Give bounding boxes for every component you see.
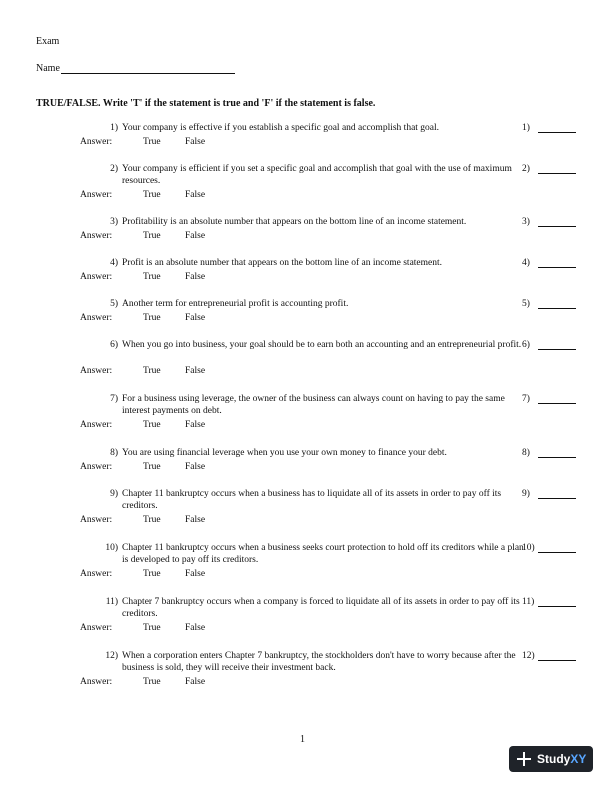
question-number: 6) (110, 340, 118, 350)
question-number: 10) (105, 543, 118, 553)
question-text: When a corporation enters Chapter 7 bankruptcy, the stockholders don't have to worry because after the business is sold, they will receive their investment back. (122, 651, 516, 673)
question-text: Your company is effective if you establish a specific goal and accomplish that goal. (122, 123, 440, 133)
question-text: Chapter 11 bankruptcy occurs when a business seeks court protection to hold off its creditors while a plan is developed to pay off its creditors. (122, 543, 524, 565)
name-label: Name (36, 63, 60, 74)
answer-blank[interactable] (538, 349, 576, 350)
brand-main: Study (537, 752, 571, 766)
answer-label: Answer: (80, 420, 113, 430)
answer-row (80, 189, 380, 201)
question-text: You are using financial leverage when you use your own money to finance your debt. (122, 448, 447, 458)
answer-label: Answer: (80, 137, 113, 147)
true-option[interactable]: True (143, 623, 161, 633)
answer-row (80, 622, 380, 634)
answer-label: Answer: (80, 231, 113, 241)
answer-label: Answer: (80, 515, 113, 525)
question-text: Profitability is an absolute number that appears on the bottom line of an income statement. (122, 217, 467, 227)
answer-row (80, 271, 380, 283)
answer-blank[interactable] (538, 606, 576, 607)
answer-number: 7) (522, 394, 530, 404)
false-option[interactable]: False (185, 313, 206, 323)
name-field (36, 63, 235, 74)
question-number: 4) (110, 258, 118, 268)
question-text: Another term for entrepreneurial profit is accounting profit. (122, 299, 349, 309)
true-option[interactable]: True (143, 272, 161, 282)
false-option[interactable]: False (185, 420, 206, 430)
false-option[interactable]: False (185, 623, 206, 633)
question-text: When you go into business, your goal should be to earn both an accounting and an entrepreneurial profit. (122, 340, 522, 350)
answer-label: Answer: (80, 366, 113, 376)
question-number: 2) (110, 164, 118, 174)
answer-row (80, 312, 380, 324)
answer-number: 11) (522, 597, 535, 607)
answer-label: Answer: (80, 462, 113, 472)
question-text: Your company is efficient if you set a specific goal and accomplish that goal with the use of maximum resources. (122, 164, 512, 186)
name-line[interactable] (61, 64, 235, 74)
question-number: 1) (110, 123, 118, 133)
question-number: 11) (105, 597, 118, 607)
true-option[interactable]: True (143, 569, 161, 579)
false-option[interactable]: False (185, 366, 206, 376)
false-option[interactable]: False (185, 190, 206, 200)
question-number: 3) (110, 217, 118, 227)
answer-row (80, 676, 380, 688)
answer-number: 5) (522, 299, 530, 309)
answer-number: 10) (522, 543, 535, 553)
true-option[interactable]: True (143, 137, 161, 147)
false-option[interactable]: False (185, 231, 206, 241)
question-number: 8) (110, 448, 118, 458)
answer-row (80, 419, 380, 431)
answer-blank[interactable] (538, 173, 576, 174)
answer-number: 2) (522, 164, 530, 174)
true-option[interactable]: True (143, 231, 161, 241)
instructions: TRUE/FALSE. Write 'T' if the statement is true and 'F' if the statement is false. (36, 98, 376, 109)
studyxy-badge[interactable] (509, 746, 593, 772)
false-option[interactable]: False (185, 137, 206, 147)
question-number: 9) (110, 489, 118, 499)
answer-number: 1) (522, 123, 530, 133)
answer-number: 8) (522, 448, 530, 458)
answer-blank[interactable] (538, 403, 576, 404)
true-option[interactable]: True (143, 515, 161, 525)
answer-blank[interactable] (538, 226, 576, 227)
false-option[interactable]: False (185, 462, 206, 472)
question-number: 12) (105, 651, 118, 661)
question-number: 5) (110, 299, 118, 309)
true-option[interactable]: True (143, 462, 161, 472)
answer-row (80, 514, 380, 526)
answer-number: 4) (522, 258, 530, 268)
question-text: For a business using leverage, the owner of the business can always count on having to pay the same interest payments on debt. (122, 394, 505, 416)
answer-blank[interactable] (538, 267, 576, 268)
answer-number: 9) (522, 489, 530, 499)
answer-number: 3) (522, 217, 530, 227)
answer-blank[interactable] (538, 660, 576, 661)
answer-number: 12) (522, 651, 535, 661)
answer-blank[interactable] (538, 498, 576, 499)
page-number: 1 (300, 734, 305, 745)
question-text: Chapter 11 bankruptcy occurs when a business has to liquidate all of its assets in order to pay off its creditors. (122, 489, 502, 511)
true-option[interactable]: True (143, 190, 161, 200)
false-option[interactable]: False (185, 677, 206, 687)
answer-label: Answer: (80, 623, 113, 633)
answer-row (80, 568, 380, 580)
answer-label: Answer: (80, 272, 113, 282)
true-option[interactable]: True (143, 420, 161, 430)
answer-blank[interactable] (538, 552, 576, 553)
false-option[interactable]: False (185, 515, 206, 525)
answer-row (80, 461, 380, 473)
answer-number: 6) (522, 340, 530, 350)
answer-blank[interactable] (538, 132, 576, 133)
true-option[interactable]: True (143, 366, 161, 376)
answer-blank[interactable] (538, 457, 576, 458)
question-text: Chapter 7 bankruptcy occurs when a company is forced to liquidate all of its assets in order to pay off its creditors. (122, 597, 520, 619)
answer-label: Answer: (80, 677, 113, 687)
answer-label: Answer: (80, 313, 113, 323)
answer-row (80, 136, 380, 148)
false-option[interactable]: False (185, 569, 206, 579)
answer-label: Answer: (80, 190, 113, 200)
brand-accent: XY (570, 752, 587, 766)
false-option[interactable]: False (185, 272, 206, 282)
true-option[interactable]: True (143, 313, 161, 323)
question-text: Profit is an absolute number that appears on the bottom line of an income statement. (122, 258, 443, 268)
answer-row (80, 230, 380, 242)
answer-label: Answer: (80, 569, 113, 579)
question-number: 7) (110, 394, 118, 404)
answer-row (80, 365, 380, 377)
true-option[interactable]: True (143, 677, 161, 687)
answer-blank[interactable] (538, 308, 576, 309)
exam-label: Exam (36, 36, 60, 47)
plus-icon (517, 752, 531, 766)
